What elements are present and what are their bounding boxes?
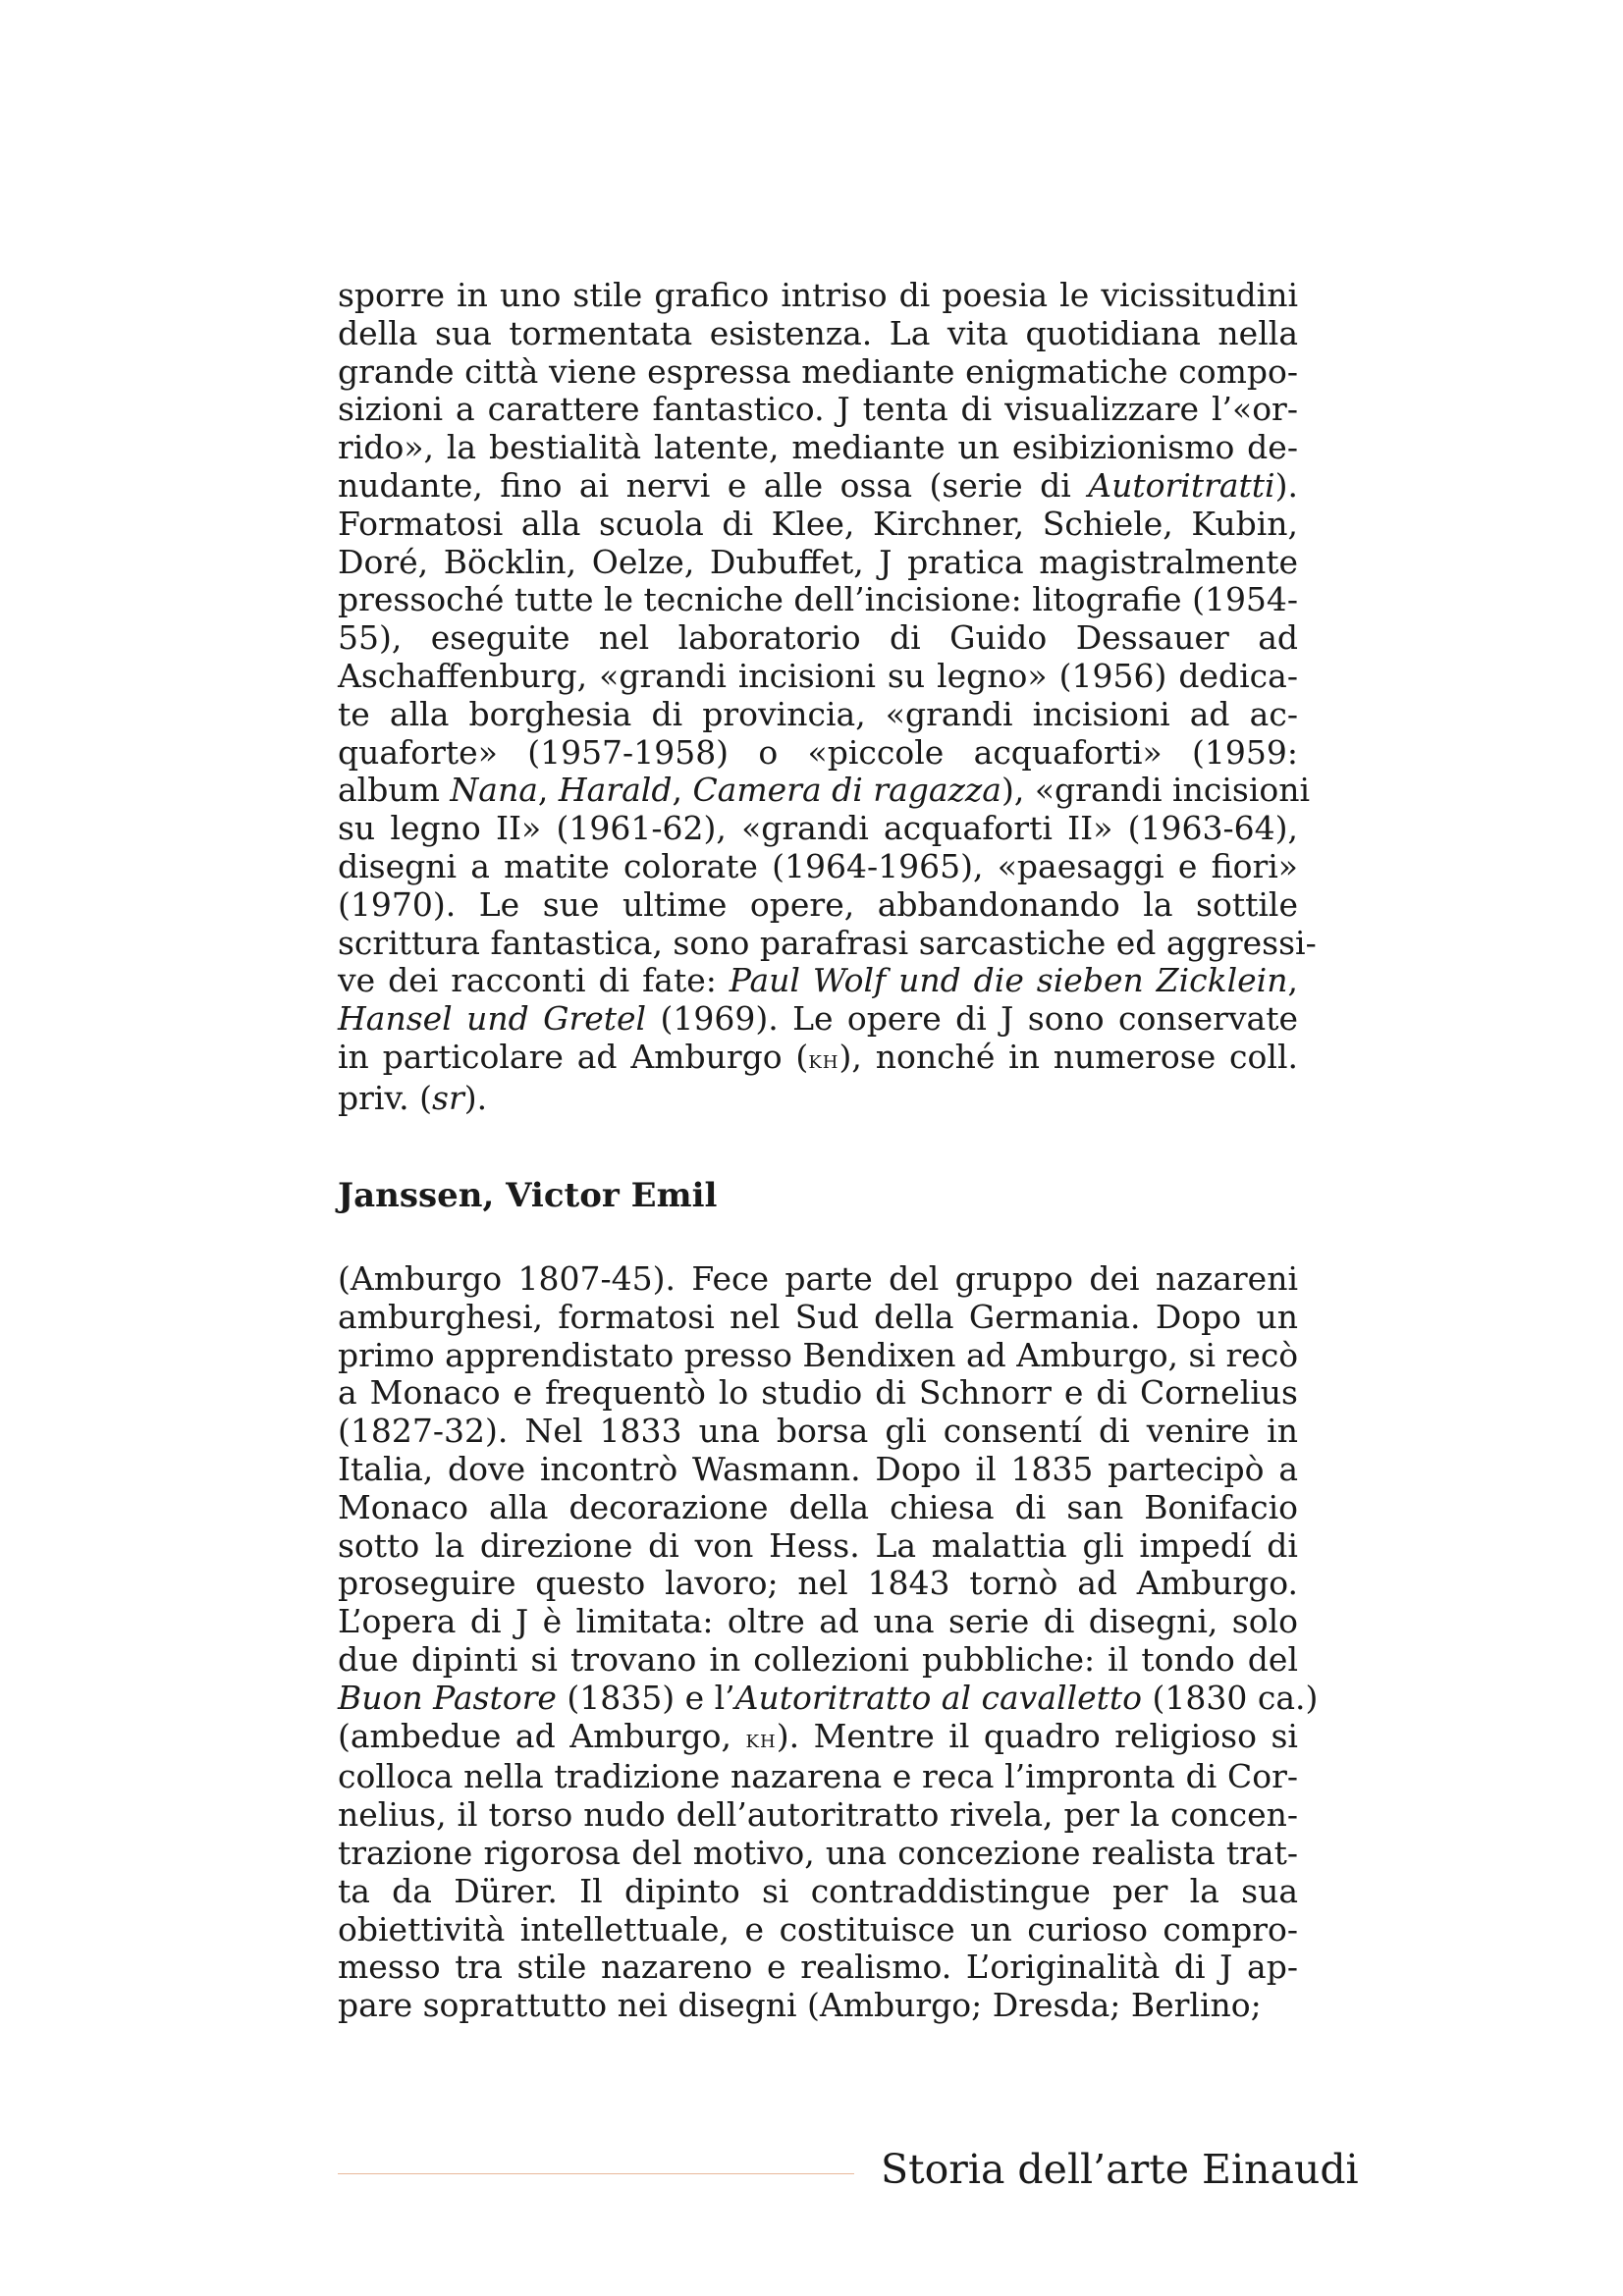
text-run: te alla borghesia di provincia, «grandi incisioni ad ac-	[338, 694, 1298, 733]
entry-heading: Janssen, Victor Emil	[338, 1176, 718, 1215]
italic-title: Autoritratto al cavalletto	[734, 1678, 1143, 1717]
text-line	[338, 886, 1298, 925]
text-run: disegni a matite colorate (1964-1965), «paesaggi e fiori»	[338, 846, 1298, 885]
text-run: sotto la direzione di von Hess. La malattia gli impedí di	[338, 1525, 1298, 1565]
text-run: pare soprattutto nei disegni (Amburgo; Dresda; Berlino;	[338, 1986, 1262, 2025]
abbreviation: kh	[745, 1724, 777, 1754]
text-run: Doré, Böcklin, Oelze, Dubuffet, J pratica magistralmente	[338, 542, 1298, 581]
text-line	[338, 771, 1311, 810]
text-run: messo tra stile nazareno e realismo. L’originalità di J ap-	[338, 1948, 1298, 1987]
text-line	[338, 1299, 1298, 1337]
text-line	[338, 506, 1298, 544]
text-line	[338, 734, 1298, 773]
text-run: (1830 ca.)	[1142, 1678, 1319, 1717]
text-run: sporre in uno stile grafico intriso di poesia le vicissitudini	[338, 276, 1298, 314]
text-run: (1969). Le opere di J sono conservate	[646, 999, 1298, 1039]
text-run: sizioni a carattere fantastico. J tenta di visualizzare l’«or-	[338, 390, 1298, 429]
text-run: Italia, dove incontrò Wasmann. Dopo il 1835 partecipò a	[338, 1449, 1298, 1488]
text-run: pressoché tutte le tecniche dell’incisione: litografie (1954-	[338, 580, 1299, 619]
text-line	[338, 962, 1298, 1000]
italic-title: Harald	[558, 771, 673, 810]
text-run: (1835) e l’	[556, 1678, 735, 1717]
text-run: ,	[1287, 961, 1298, 1000]
text-line	[338, 1949, 1298, 1987]
text-run: ,	[672, 771, 693, 810]
text-line	[338, 1039, 1298, 1080]
text-run: proseguire questo lavoro; nel 1843 tornò ad Amburgo.	[338, 1564, 1298, 1603]
text-run: su legno II» (1961-62), «grandi acquaforti II» (1963-64),	[338, 809, 1298, 848]
text-line	[338, 1758, 1298, 1796]
text-line	[338, 1260, 1298, 1299]
text-line	[338, 619, 1298, 658]
text-run: amburghesi, formatosi nel Sud della Germania. Dopo un	[338, 1297, 1298, 1336]
text-line	[338, 1603, 1298, 1641]
text-line	[338, 277, 1298, 315]
text-run: scrittura fantastica, sono parafrasi sarcastiche ed aggressi-	[338, 923, 1317, 962]
text-line	[338, 1374, 1298, 1413]
italic-title: sr	[432, 1078, 464, 1117]
text-line	[338, 391, 1298, 429]
footer-label: Storia dell’arte Einaudi	[881, 2146, 1359, 2193]
text-line	[338, 1835, 1298, 1873]
text-line	[338, 1987, 1298, 2025]
text-run: rido», la bestialità latente, mediante un esibizionismo de-	[338, 428, 1298, 467]
text-line	[338, 1873, 1298, 1911]
text-line	[338, 1451, 1298, 1489]
text-run: ), «grandi incisioni	[1001, 771, 1311, 810]
text-line	[338, 1565, 1298, 1603]
italic-title: Autoritratti	[1088, 465, 1275, 505]
text-line	[338, 353, 1298, 392]
text-line	[338, 1527, 1298, 1566]
italic-title: Camera di ragazza	[692, 771, 1001, 810]
text-run: a Monaco e frequentò lo studio di Schnorr e di Cornelius	[338, 1373, 1298, 1413]
text-line	[338, 1641, 1298, 1680]
text-run: (1970). Le sue ultime opere, abbandonando la sottile	[338, 884, 1298, 924]
footer-rule	[338, 2173, 854, 2174]
text-run: (1827-32). Nel 1833 una borsa gli consentí di venire in	[338, 1412, 1298, 1451]
text-line	[338, 1911, 1298, 1949]
text-line	[338, 581, 1298, 619]
entry-body-paragraph	[338, 1259, 1319, 2025]
text-run: (Amburgo 1807-45). Fece parte del gruppo dei nazareni	[338, 1259, 1298, 1298]
text-run: due dipinti si trovano in collezioni pubbliche: il tondo del	[338, 1639, 1298, 1679]
text-run: ,	[537, 771, 559, 810]
text-line	[338, 1489, 1298, 1527]
text-run: ve dei racconti di fate:	[338, 961, 730, 1000]
text-run: nelius, il torso nudo dell’autoritratto rivela, per la concen-	[338, 1795, 1298, 1835]
text-line	[338, 1796, 1298, 1835]
italic-title: Nana	[450, 771, 538, 810]
text-run: priv. (	[338, 1078, 433, 1117]
text-run: album	[338, 771, 451, 810]
text-run: ). Mentre il quadro religioso si	[776, 1716, 1298, 1755]
text-line	[338, 544, 1298, 582]
text-run: colloca nella tradizione nazarena e reca l’impronta di Cor-	[338, 1757, 1298, 1796]
text-line	[338, 1337, 1298, 1375]
italic-title: Hansel und Gretel	[338, 999, 647, 1039]
text-run: ta da Dürer. Il dipinto si contraddistingue per la sua	[338, 1871, 1298, 1910]
text-run: nudante, fino ai nervi e alle ossa (serie di	[338, 465, 1089, 505]
text-run: trazione rigorosa del motivo, una concezione realista trat-	[338, 1833, 1298, 1872]
text-line	[338, 315, 1298, 353]
text-line	[338, 1678, 1319, 1718]
abbreviation: kh	[808, 1044, 839, 1075]
text-run: ), nonché in numerose coll.	[839, 1037, 1299, 1076]
text-line	[338, 923, 1317, 963]
text-run: della sua tormentata esistenza. La vita quotidiana nella	[338, 313, 1298, 352]
text-line	[338, 429, 1298, 467]
italic-title: Buon Pastore	[338, 1678, 557, 1717]
text-run: grande città viene espressa mediante enigmatiche compo-	[338, 351, 1298, 391]
text-line	[338, 467, 1298, 506]
text-run: ).	[1274, 465, 1298, 505]
text-run: Formatosi alla scuola di Klee, Kirchner, Schiele, Kubin,	[338, 504, 1298, 543]
italic-title: Paul Wolf und die sieben Zicklein	[729, 961, 1288, 1000]
text-run: quaforte» (1957-1958) o «piccole acquaforti» (1959:	[338, 732, 1298, 772]
text-line	[338, 1718, 1298, 1759]
text-run: ).	[463, 1078, 488, 1117]
text-line	[338, 1080, 1298, 1118]
entry-continuation-paragraph	[338, 276, 1317, 1118]
text-run: (ambedue ad Amburgo,	[338, 1716, 746, 1755]
text-run: in particolare ad Amburgo (	[338, 1037, 809, 1076]
text-line	[338, 810, 1298, 848]
text-line	[338, 848, 1298, 886]
text-line	[338, 696, 1298, 734]
text-run: L’opera di J è limitata: oltre ad una serie di disegni, solo	[338, 1602, 1298, 1641]
text-line	[338, 658, 1298, 696]
text-run: Monaco alla decorazione della chiesa di san Bonifacio	[338, 1487, 1298, 1526]
text-line	[338, 1000, 1298, 1039]
text-run: obiettività intellettuale, e costituisce un curioso compro-	[338, 1909, 1298, 1949]
text-run: Aschaffenburg, «grandi incisioni su legno» (1956) dedica-	[338, 656, 1298, 695]
text-run: primo apprendistato presso Bendixen ad Amburgo, si recò	[338, 1335, 1299, 1374]
text-line	[338, 1413, 1298, 1451]
text-run: 55), eseguite nel laboratorio di Guido Dessauer ad	[338, 618, 1298, 658]
